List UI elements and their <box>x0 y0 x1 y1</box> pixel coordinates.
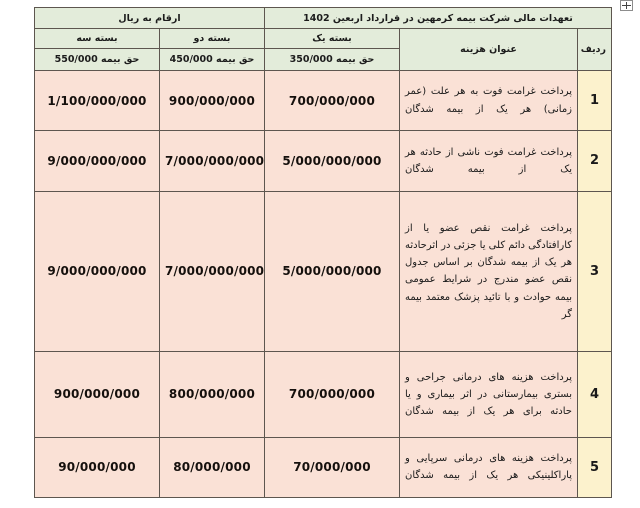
table-row <box>34 352 611 437</box>
document-title: تعهدات مالی شرکت بیمه کرمهین در قرارداد اربعین 1402 <box>264 8 611 29</box>
row-amount-package-two: 7/000/000/000 <box>159 131 264 191</box>
row-amount-package-one: 70/000/000 <box>264 437 399 497</box>
row-rank: 4 <box>578 352 612 437</box>
row-amount-package-three: 900/000/000 <box>34 352 159 437</box>
table-row <box>34 437 611 497</box>
currency-note: ارقام به ریال <box>34 8 264 29</box>
row-title: پرداخت غرامت فوت ناشی از حادثه هر یک از بیمه شدگان <box>400 131 578 191</box>
row-amount-package-three: 9/000/000/000 <box>34 191 159 352</box>
row-title: پرداخت غرامت فوت به هر علت (عمر زمانی) هر یک از بیمه شدگان <box>400 71 578 131</box>
column-header-expense-title: عنوان هزینه <box>400 29 578 71</box>
column-header-row-top <box>34 29 611 49</box>
row-title: پرداخت غرامت نقص عضو یا از کارافتادگی دائم کلی یا جزئی در اثرحادثه هر یک از بیمه شدگان بر اساس جدول نقص عضو مندرج در شرایط عمومی بیمه حوادث و با تائید پزشک معتمد بیمه گر <box>400 191 578 352</box>
table-row <box>34 131 611 191</box>
table-title-row <box>34 8 611 29</box>
column-header-package-three-premium: حق بیمه 550/000 <box>34 49 159 71</box>
column-header-package-one-premium: حق بیمه 350/000 <box>264 49 399 71</box>
row-amount-package-three: 9/000/000/000 <box>34 131 159 191</box>
row-amount-package-one: 700/000/000 <box>264 71 399 131</box>
row-amount-package-two: 800/000/000 <box>159 352 264 437</box>
row-amount-package-three: 90/000/000 <box>34 437 159 497</box>
row-amount-package-two: 80/000/000 <box>159 437 264 497</box>
row-amount-package-one: 700/000/000 <box>264 352 399 437</box>
table-row <box>34 71 611 131</box>
row-amount-package-two: 900/000/000 <box>159 71 264 131</box>
insurance-commitments-table <box>34 7 612 498</box>
column-header-package-three-name: بسته سه <box>34 29 159 49</box>
row-amount-package-two: 7/000/000/000 <box>159 191 264 352</box>
row-title: پرداخت هزینه های درمانی سرپایی و پاراکلینیکی هر یک از بیمه شدگان <box>400 437 578 497</box>
row-rank: 5 <box>578 437 612 497</box>
row-title: پرداخت هزینه های درمانی جراحی و بستری بیمارستانی در اثر بیماری و یا حادثه برای هر یک از بیمه شدگان <box>400 352 578 437</box>
row-amount-package-one: 5/000/000/000 <box>264 131 399 191</box>
row-amount-package-three: 1/100/000/000 <box>34 71 159 131</box>
column-header-rank: ردیف <box>578 29 612 71</box>
column-header-package-two-premium: حق بیمه 450/000 <box>159 49 264 71</box>
scanner-artifact-icon <box>620 0 633 11</box>
row-rank: 3 <box>578 191 612 352</box>
column-header-package-two-name: بسته دو <box>159 29 264 49</box>
row-rank: 2 <box>578 131 612 191</box>
insurance-commitments-table-container <box>35 7 612 498</box>
row-amount-package-one: 5/000/000/000 <box>264 191 399 352</box>
row-rank: 1 <box>578 71 612 131</box>
column-header-package-one-name: بسته یک <box>264 29 399 49</box>
table-row <box>34 191 611 352</box>
